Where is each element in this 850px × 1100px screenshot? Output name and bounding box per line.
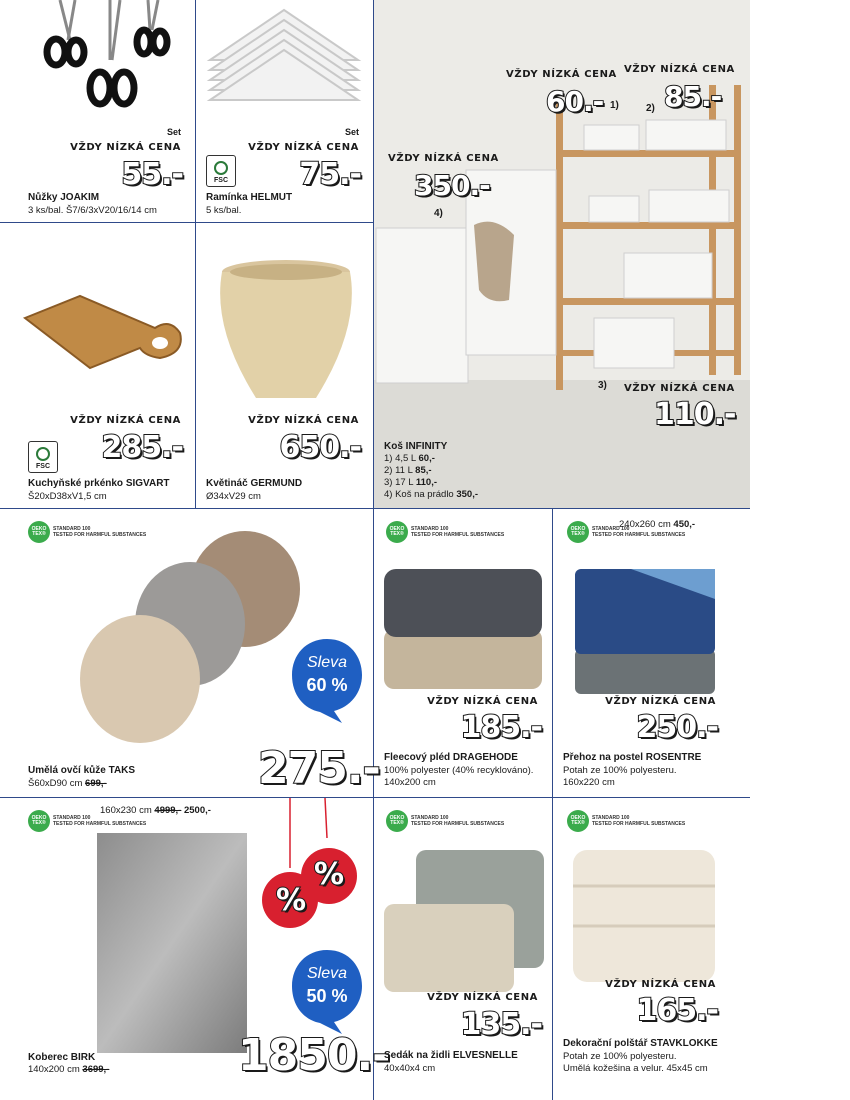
price-tag-label: VŽDY NÍZKÁ CENA	[605, 979, 716, 990]
product-desc: Potah ze 100% polyesteru.	[563, 1051, 677, 1062]
product-pot[interactable]	[196, 223, 373, 508]
product-sheepskin[interactable]	[0, 509, 380, 797]
oeko-tex-badge: OEKO TEX® STANDARD 100 TESTED FOR HARMFUL SUBSTANCES	[28, 810, 146, 832]
product-desc: Potah ze 100% polyesteru.	[563, 765, 677, 776]
product-desc-size: 140x200 cm	[384, 777, 436, 788]
price-hangers: 75.-	[299, 157, 361, 192]
set-label: Set	[344, 127, 359, 137]
rug-image	[95, 831, 250, 1056]
cushion-image	[569, 846, 719, 986]
hangers-image	[204, 0, 364, 110]
price-tag-label: VŽDY NÍZKÁ CENA	[248, 415, 359, 426]
price-callout-1: 60.-	[546, 85, 604, 118]
callout-marker-3: 3)	[598, 380, 607, 391]
variant-line-2: 2) 11 L 85,-	[384, 465, 432, 476]
fsc-logo: FSC	[206, 155, 236, 187]
callout-marker-1: 1)	[610, 100, 619, 111]
variant-line-1: 1) 4,5 L 60,-	[384, 453, 435, 464]
product-name: Nůžky JOAKIM	[28, 192, 100, 203]
price-tag-label: VŽDY NÍZKÁ CENA	[506, 69, 617, 80]
product-seat-pad[interactable]	[374, 798, 552, 1100]
price-tag-label: VŽDY NÍZKÁ CENA	[427, 696, 538, 707]
price-tag-label: VŽDY NÍZKÁ CENA	[605, 696, 716, 707]
discount-badge: Sleva 50 %	[290, 948, 364, 1034]
price-pot: 650.-	[279, 430, 361, 465]
product-name: Fleecový pléd DRAGEHODE	[384, 752, 518, 763]
product-desc: 140x200 cm 3699,-	[28, 1064, 110, 1075]
fleece-image	[382, 564, 547, 694]
price-tag-label: VŽDY NÍZKÁ CENA	[624, 64, 735, 75]
product-name: Sedák na židli ELVESNELLE	[384, 1050, 518, 1061]
product-scissors[interactable]	[0, 0, 195, 222]
product-cushion[interactable]	[553, 798, 750, 1100]
product-bedspread[interactable]	[553, 509, 750, 797]
price-sheepskin: 275.-	[258, 743, 380, 794]
price-board: 285.-	[101, 430, 183, 465]
percent-tag-1: %	[276, 883, 306, 918]
price-tag-label: VŽDY NÍZKÁ CENA	[388, 153, 499, 164]
oeko-tex-badge: OEKO TEX® STANDARD 100 TESTED FOR HARMFUL SUBSTANCES	[386, 521, 504, 543]
product-desc: 40x40x4 cm	[384, 1063, 436, 1074]
percent-tag-2: %	[314, 857, 344, 892]
price-fleece: 185.-	[460, 710, 542, 745]
product-name: Přehoz na postel ROSENTRE	[563, 752, 702, 763]
variant-line-3: 3) 17 L 110,-	[384, 477, 438, 488]
product-desc: 100% polyester (40% recyklováno).	[384, 765, 534, 776]
oeko-tex-badge: OEKO TEX® STANDARD 100 TESTED FOR HARMFUL SUBSTANCES	[567, 521, 685, 543]
variant-price: 240x260 cm 450,-	[619, 519, 696, 530]
oeko-tex-badge: OEKO TEX® STANDARD 100 TESTED FOR HARMFUL SUBSTANCES	[28, 521, 146, 543]
product-name: Koberec BIRK	[28, 1052, 96, 1063]
fsc-logo: FSC	[28, 441, 58, 473]
percent-tags-image	[255, 798, 365, 928]
product-desc-size: 160x220 cm	[563, 777, 615, 788]
scissors-image	[40, 0, 180, 120]
product-rug[interactable]	[0, 798, 390, 1100]
callout-marker-2: 2)	[646, 103, 655, 114]
product-name: Umělá ovčí kůže TAKS	[28, 765, 136, 776]
price-callout-2: 85.-	[664, 80, 722, 113]
product-name: Květináč GERMUND	[206, 478, 303, 489]
oeko-tex-badge: OEKO TEX® STANDARD 100 TESTED FOR HARMFUL SUBSTANCES	[386, 810, 504, 832]
price-callout-3: 110.-	[654, 397, 736, 432]
product-name: Koš INFINITY	[384, 441, 448, 452]
product-desc-2: Umělá kožešina a velur. 45x45 cm	[563, 1063, 708, 1074]
price-scissors: 55.-	[121, 157, 183, 192]
product-name: Kuchyňské prkénko SIGVART	[28, 478, 170, 489]
price-bedspread: 250.-	[636, 710, 718, 745]
price-cushion: 165.-	[636, 993, 718, 1028]
seat-pad-image	[382, 846, 547, 996]
product-fleece[interactable]	[374, 509, 552, 797]
product-name: Dekorační polštář STAVKLOKKE	[563, 1038, 718, 1049]
sheepskin-image	[70, 519, 320, 749]
product-name: Ramínka HELMUT	[206, 192, 293, 203]
pot-image	[206, 258, 366, 418]
price-seat-pad: 135.-	[460, 1007, 542, 1042]
product-infinity[interactable]	[374, 0, 750, 508]
variant-price: 160x230 cm 4999,- 2500,-	[100, 805, 211, 816]
price-tag-label: VŽDY NÍZKÁ CENA	[70, 415, 181, 426]
oeko-tex-badge: OEKO TEX® STANDARD 100 TESTED FOR HARMFUL SUBSTANCES	[567, 810, 685, 832]
product-hangers[interactable]	[196, 0, 373, 222]
discount-badge: Sleva 60 %	[290, 637, 364, 723]
price-tag-label: VŽDY NÍZKÁ CENA	[624, 383, 735, 394]
price-tag-label: VŽDY NÍZKÁ CENA	[248, 142, 359, 153]
variant-line-4: 4) Koš na prádlo 350,-	[384, 489, 479, 500]
product-desc: Š20xD38xV1,5 cm	[28, 491, 107, 502]
price-tag-label: VŽDY NÍZKÁ CENA	[70, 142, 181, 153]
price-tag-label: VŽDY NÍZKÁ CENA	[427, 992, 538, 1003]
callout-marker-4: 4)	[434, 208, 443, 219]
product-desc: 5 ks/bal.	[206, 205, 242, 216]
board-image	[20, 288, 190, 378]
price-rug: 1850.-	[238, 1030, 390, 1081]
product-desc: 3 ks/bal. Š7/6/3xV20/16/14 cm	[28, 205, 157, 216]
product-board[interactable]	[0, 223, 195, 508]
bedspread-image	[571, 559, 721, 699]
product-desc: Š60xD90 cm 699,-	[28, 778, 107, 789]
set-label: Set	[166, 127, 181, 137]
product-desc: Ø34xV29 cm	[206, 491, 261, 502]
price-callout-4: 350.-	[414, 169, 490, 202]
